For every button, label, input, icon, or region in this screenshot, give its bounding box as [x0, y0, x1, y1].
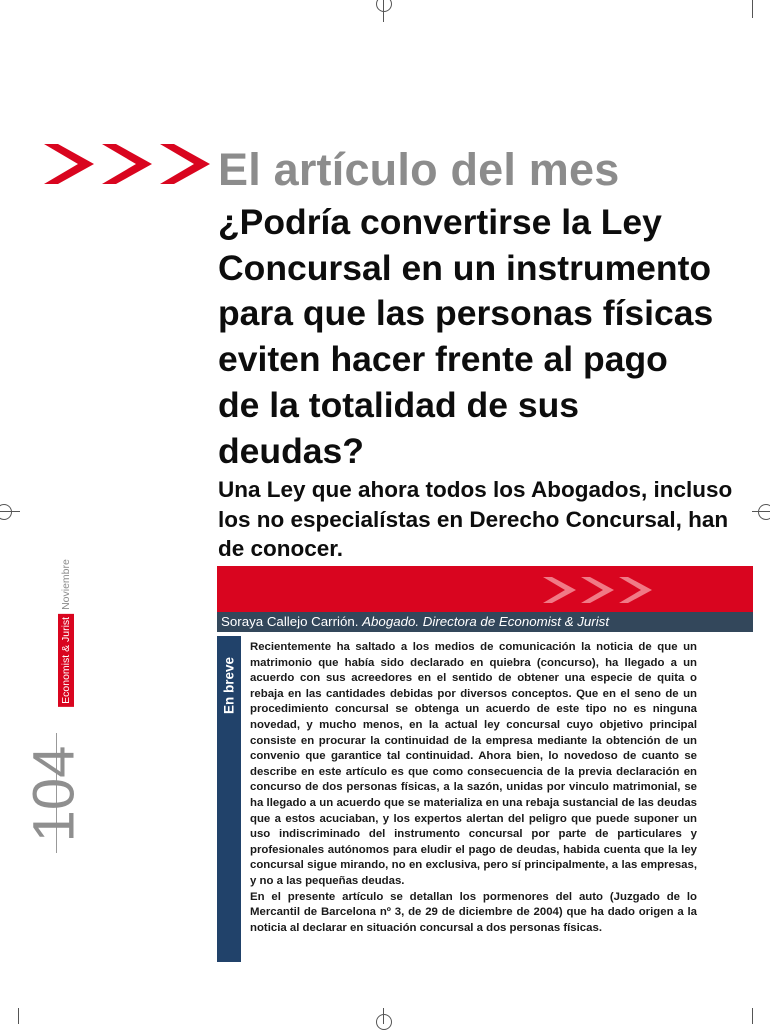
en-breve-label: En breve — [221, 656, 237, 715]
summary-body — [250, 640, 697, 936]
registration-mark-top — [376, 0, 392, 12]
summary-paragraph: Recientemente ha saltado a los medios de comunicación la noticia de que un matrimonio que había sido declarado en quiebra (concurso), ha llegado a un acuerdo con sus acreedores en el sentido de obtener una especie de quita o rebaja en las cantidades debidas por diversos conceptos. Que en el seno de un procedimiento concursal se obtenga un acuerdo de este tipo no es ninguna novedad, y mucho menos, en la actual ley concursal cuyo objetivo principal consiste en procurar la continuidad de la empresa mediante la obtención de un convenio que garantice tal continuidad. Ahora bien, lo novedoso de cuanto se describe en este artículo es que como consecuencia de la previa declaración en concurso de dos personas físicas, a la sazón, unidas por vinculo matrimonial, se ha llegado a un acuerdo que se materializa en una rebaja sustancial de las deudas que a estos acuciaban, y los expertos alertan del peligro que puede suponer un uso indiscriminado del instrumento concursal por parte de particulares y profesionales autónomos para eludir el pago de deudas, habida cuenta que la ley concursal sigue mirando, no en exclusiva, pero sí principalmente, a las empresas, y no a las pequeñas deudas. — [250, 641, 697, 887]
decorative-red-band — [217, 566, 753, 612]
en-breve-tab — [217, 636, 241, 962]
page-number — [21, 742, 87, 846]
band-chevrons-icon — [543, 574, 653, 606]
page-number-text: 104 — [21, 745, 87, 843]
summary-paragraph: En el presente artículo se detallan los pormenores del auto (Juzgado de lo Mercantil de Barcelona nº 3, de 29 de diciembre de 2004) que ha dado origen a la noticia al declarar en situación concursal a dos personas físicas. — [250, 890, 697, 934]
author-role: Abogado. Directora de Economist & Jurist — [362, 614, 610, 629]
article-subheadline: Una Ley que ahora todos los Abogados, incluso los no especialístas en Derecho Concursal, han de conocer. — [218, 477, 733, 561]
magazine-brand: Economist & Jurist — [58, 614, 74, 707]
registration-mark-right — [758, 504, 770, 520]
section-title: El artículo del mes — [218, 144, 620, 195]
registration-mark-bottom — [376, 1014, 392, 1030]
issue-month: Noviembre — [60, 559, 72, 610]
article-headline: ¿Podría convertirse la Ley Concursal en un instrumento para que las personas físicas eviten hacer frente al pago de la totalidad de sus deudas? — [218, 202, 714, 471]
byline-bar — [217, 612, 753, 632]
registration-mark-left — [0, 504, 12, 520]
section-chevrons-icon — [44, 140, 214, 188]
crop-mark-bottom-right — [752, 1008, 753, 1024]
author-name: Soraya Callejo Carrión. — [221, 614, 359, 629]
magazine-spine — [58, 550, 74, 716]
crop-mark-top-right — [752, 0, 753, 18]
crop-mark-bottom-left — [18, 1008, 19, 1024]
